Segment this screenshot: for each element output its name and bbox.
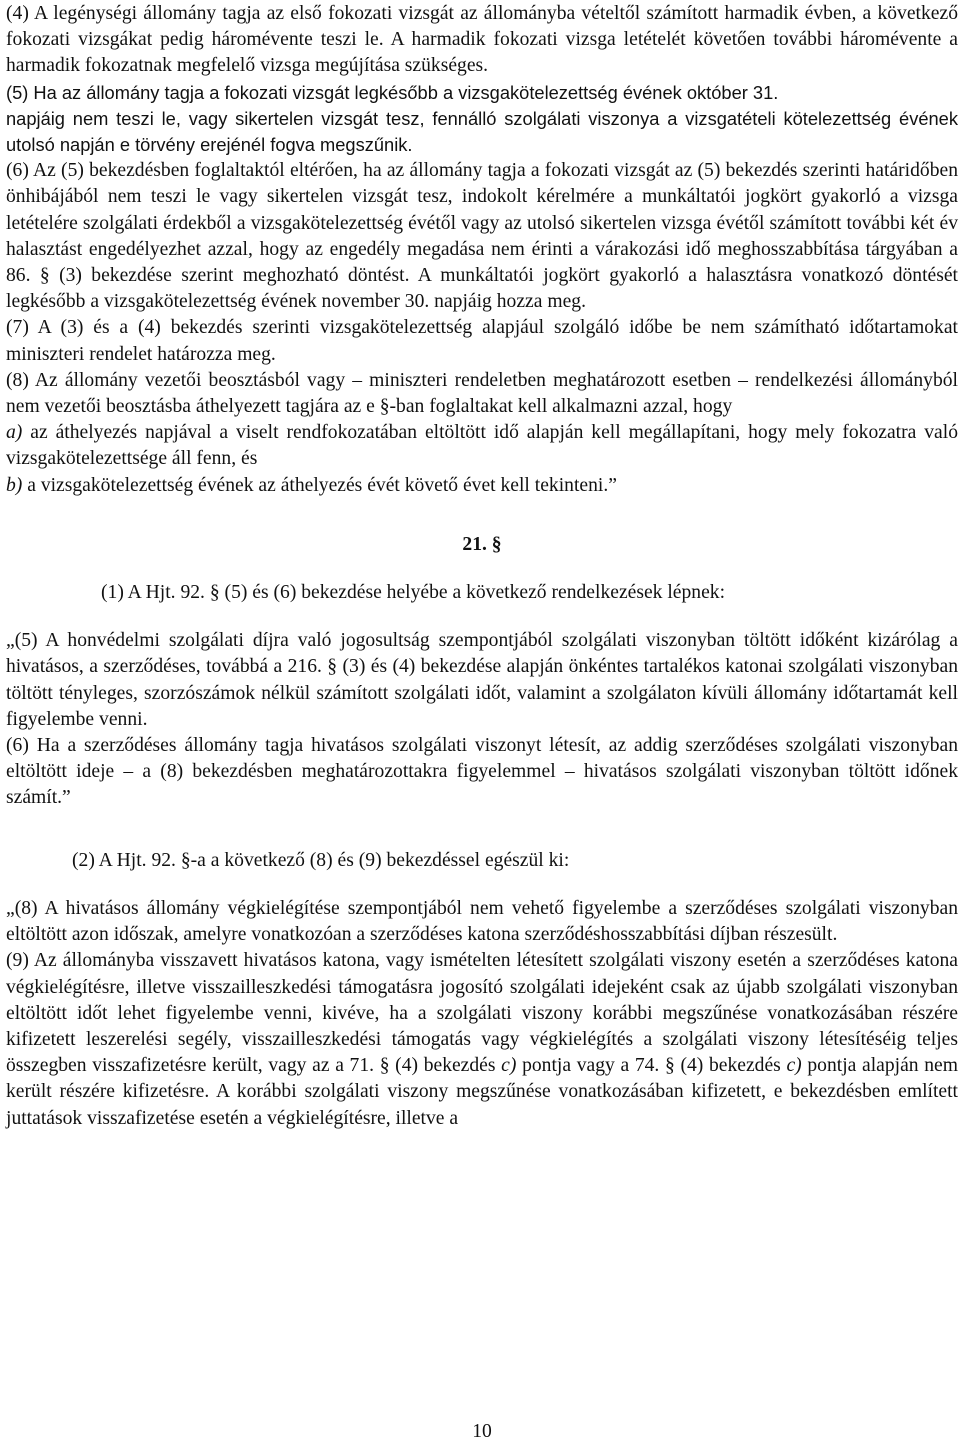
point-a-text: az áthelyezés napjával a viselt rendfokozatában eltöltött idő alapján kell megállapítani, hogy mely fokozatra való vizsgakötelezettsége áll fenn, és xyxy=(6,422,958,470)
document-page xyxy=(6,0,958,1455)
amendment-2-paragraph-8: „(8) A hivatásos állomány végkielégítése szempontjából nem vehető figyelembe a szerződéses szolgálati viszonyban eltöltött azon időszak, amelyre vonatkozóan a szerződéses katona szerződéshosszabbítási díjban részesült. xyxy=(6,897,958,946)
paragraph-6: (6) Az (5) bekezdésben foglaltaktól eltérően, ha az állomány tagja a fokozati vizsgát az (5) bekezdés szerinti határidőben önhibájából nem teszi le vagy sikertelen vizsgát tesz, indokolt kérelmére a munkáltatói jogkört gyakorló a vizsga letételére szolgálati érdekből a vizsgakötelezettség évétől vagy az utolsó sikertelen vizsga évétől számított további két év halasztást engedélyezhet azzal, hogy az engedély megadása nem érinti a várakozási idő meghosszabbítása tárgyában a 86. § (3) bekezdése szerint meghozható döntést. A munkáltatói jogkört gyakorló a halasztásra vonatkozó döntését legkésőbb a vizsgakötelezettség évének november 30. napjáig hozza meg. xyxy=(6,160,958,313)
amendment-2-paragraph-9-part-2: pontja vagy a 74. § (4) bekezdés xyxy=(516,1055,787,1077)
amendment-2-intro: (2) A Hjt. 92. §-a a következő (8) és (9) bekezdéssel egészül ki: xyxy=(72,849,570,871)
point-b xyxy=(6,473,958,499)
point-c-reference-1: c) xyxy=(501,1055,517,1077)
paragraph-8: (8) Az állomány vezetői beosztásból vagy – miniszteri rendeletben meghatározott esetben – rendelkezési állományból nem vezetői beosztásba áthelyezett tagjára az e §-ban foglaltakat kell alkalmazni azzal, hogy xyxy=(6,369,958,418)
point-c-reference-2: c) xyxy=(786,1055,802,1077)
paragraph-7: (7) A (3) és a (4) bekezdés szerinti vizsgakötelezettség alapjául szolgáló időbe be nem számítható időtartamokat miniszteri rendelet határozza meg. xyxy=(6,317,958,365)
amendment-2-paragraph-9-part-3: pontja alapján nem került részére kifizetésre. A korábbi szolgálati viszony megszűnése vonatkozásában kifizetett, e bekezdésben említett juttatások visszafizetése esetén a végkielégítésre, illetve a xyxy=(6,1055,958,1129)
amendment-1-paragraph-6: (6) Ha a szerződéses állomány tagja hivatásos szolgálati viszonyt létesít, az addig szerződéses szolgálati viszonyban eltöltött ideje – a (8) bekezdésben meghatározottakra figyelemmel – hivatásos szolgálati viszonyban töltött időnek számít.” xyxy=(6,735,958,809)
amendment-2-paragraph-9-part-1: (9) Az állományba visszavett hivatásos katona, vagy ismételten létesített szolgálati viszony esetén a szerződéses katona végkielégítésre, illetve visszailleszkedési támogatásra jogosító szolgálati idejeként csak az újabb szolgálati viszonyban eltöltött időt lehet figyelembe venni, kivéve, ha a szolgálati viszony korábbi megszűnése vonatkozásában részére kifizetett leszerelési segély, visszailleszkedési támogatás vagy végkielégítés a szolgálati viszony létesítéséig teljes összegben visszafizetésre került, vagy az a 71. § (4) bekezdés xyxy=(6,950,958,1077)
section-heading: 21. § xyxy=(462,533,502,555)
amendment-1-paragraph-5: „(5) A honvédelmi szolgálati díjra való jogosultság szempontjából szolgálati viszonyban töltött időként kizárólag a hivatásos, a szerződéses, továbbá a 216. § (3) és (4) bekezdése alapján önkéntes tartalékos katonai szolgálati viszonyban töltött tényleges, szorzószámok nélkül számított szolgálati időt, valamint a szolgálaton kívüli állomány időtartamát kell figyelembe venni. xyxy=(6,630,958,730)
document-body xyxy=(6,0,958,1132)
amendment-1-intro: (1) A Hjt. 92. § (5) és (6) bekezdése helyébe a következő rendelkezések lépnek: xyxy=(101,582,726,604)
point-b-label: b) xyxy=(6,474,23,496)
amendment-2-paragraph-9 xyxy=(6,948,958,1131)
point-a xyxy=(6,420,958,472)
paragraph-5-first-line: (5) Ha az állomány tagja a fokozati vizsgát legkésőbb a vizsgakötelezettség évének október 31. xyxy=(6,81,779,103)
point-b-text: a vizsgakötelezettség évének az áthelyezés évét követő évet kell tekinteni.” xyxy=(22,474,617,496)
point-a-label: a) xyxy=(6,422,23,444)
page-number: 10 xyxy=(472,1421,492,1442)
paragraph-4: (4) A legénységi állomány tagja az első fokozati vizsgát az állományba vételtől számított harmadik évben, a következő fokozati vizsgákat pedig háromévente teszi le. A harmadik fokozati vizsga letételét követően további háromévente a harmadik fokozatnak megfelelő vizsga megújítása szükséges. xyxy=(6,3,958,77)
paragraph-5-rest: napjáig nem teszi le, vagy sikertelen vizsgát tesz, fennálló szolgálati viszonya a vizsgatételi kötelezettség évének utolsó napján e törvény erejénél fogva megszűnik. xyxy=(6,107,958,156)
